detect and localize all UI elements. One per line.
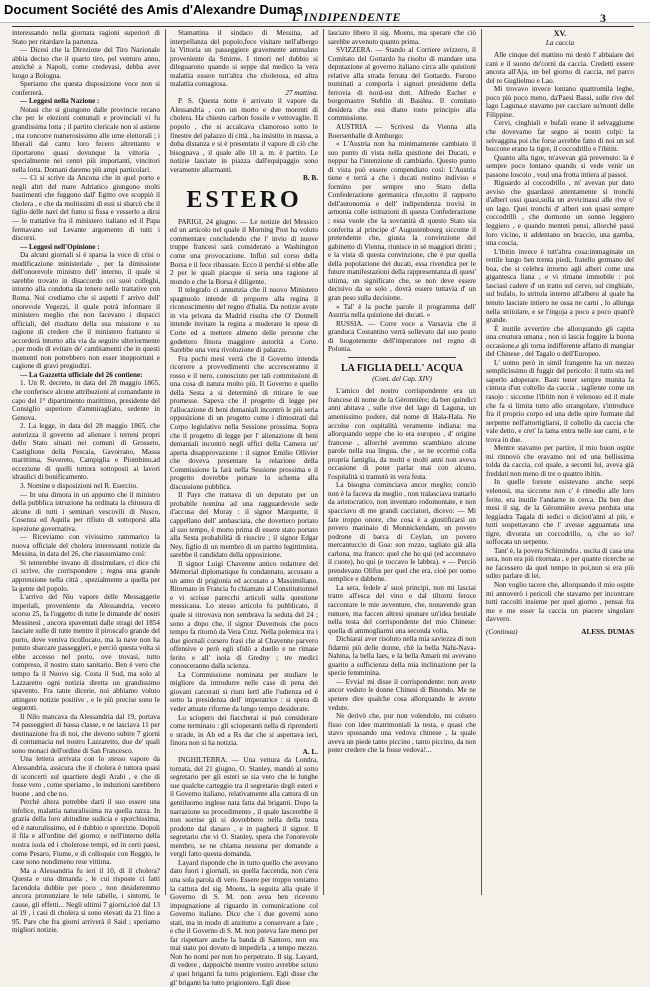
paragraph: — In una dimora in un appunto che il ministro della pubblica istruzione ha ordinata la chiusura di alcune di tutti i seminari vescovili di Nusco, Cosenza ed Aquila per rifiuto di sottoporsi alla ispezione governativa. (12, 490, 160, 533)
paragraph: RUSSIA. — Corre voce a Varsavia che il granduca Costantino verrà sollevato dal suo posto di luogotenente dell'imperatore nel regno di Polonia. (328, 319, 476, 354)
paragraph: La sera, fedele a' suoi principi, non mi lasciai tratre all'esca del vino e dal tiltorni feroce raccontare le mie avventure, che, nonavendo gran rumore, ma faccen altresi spunare un'idea bestiale nella testa del corrispondente del mio Chinese: quella di ammogliarmi una seconda volta. (328, 583, 476, 635)
paragraph: Dichiarai aver risoluto nella mia saviezza di non fidarmi più delle donne, chè la bella Nahi-Nava-Nahina, la bella Iaes, e la bella Amarù mi avevano guarito a sufficienza della mia inclinazione per la specie femminina. (328, 635, 476, 678)
paragraph: PARIGI, 24 giugno. — Le notizie del Messico ed un articolo nel quale il Morning Post ha voluto commentare concludendo che l' invio di nuove truppe francesi sarà considerato a Washington come una provocazione. Influì sul corso della Borsa e il fece ribassare. Ecco il perchè si ebbe alle 2 per le quali piacque sì seria una ragione al mondo e che la Borsa è diligente. (170, 217, 318, 286)
paragraph: — Dicesi che la Direzione del Tiro Nazionale abbia deciso che il quarto tiro, pel venturo anno, anziché a Napoli, come credevasi, debba aver luogo a Bologna. (12, 46, 160, 80)
paragraph: 3. Nomine e disposizioni nel R. Esercito. (20, 481, 138, 490)
paragraph: La Commissione nominata per studiare le migliore da introdurre nelle case di pena dei giovani carcerati si riunì lertl alle l'udienza ed è sotto la presidenza dell' imperatrice : si spera di veder attuate riforme da lungo tempo desiderate. (170, 670, 318, 714)
column-divider (323, 29, 324, 895)
paragraph: — Riceviamo con vivissimo rammarico la nuova officiale del cholera interessanti notizie da Messina, in data del 26, che riassumiamo così: (12, 533, 160, 559)
paragraph: La bisogna cominciava ancor meglio; conciò non è la faceva da meglio , non tralasciava trattarlo da aristocratico, non inventato rodomontate, e non spacciavo di me grandi cacciatori, dicevo: — Mi fate troppo onore, che cosa è a giustificarsi un povero marinaio di Monnickendam, un povero podrone di barca di Ceylan, un povero mercantuccio di Goa: son rozzo, tagliato già alla carlona, ma franco: quel che ho qui (ed accennavo il cuore), ho qui (e toccavo le labbra). » — Perciò prendevano Olifus per quel che era, cioè per uomo semplice e dabbene. (328, 481, 476, 584)
feuilleton-subtitle: (Cont. del Cap. XIV) (372, 374, 432, 383)
paragraph: È inutile avvertire che allorquando gli capita una creatura umana , non si lascia foggire la buona occasione,e gli torna indifferente affatto di mangiar del Chinese , del Tagalo o dell'Europeo. (486, 324, 634, 359)
column-2 (170, 29, 318, 987)
paragraph: Tant' è, la povera Schimindra , uscita di casa una sera, non era più ritornata , e per quante ricerche se ne facessero da quel tempo in poi,non si era più udito parlare di lei. (486, 546, 634, 581)
paragraph: Perchè altera potrebbe darti il suo essere una infelice, malattia naturalissima tra quella razza. In grazia della loro abitudine sudicia e sporchissima, ed è naturalissimo, ed è dubbio e sporcizie. Dopoli il fila e all'ordine del giorno; e nell'interno della nostra isola ed i cholerose tempi, ed in certi paesi, come Pesaro, Fiume, e di colloquio con Reggio, le case sono nondimeno rese vittima. (12, 798, 160, 867)
paragraph: Speriamo che questa disposizione voce non si conferrerà. (12, 80, 160, 97)
paragraph: Ma a Alessandria fu ieri il 10, di il cholera? Questa e una dimanda , le cui risposte ci fatti facendola dubbie per poco , non desideremmo ancora pronunziare le tele tabelle, i sintomi, le cause, gli effetti... Negli ultimi 7 giorni,cioè dal 13 al 19 , i casi di cholera si sono elevati da 21 fino a 95. Pare che fra giorni arriverà il Said ; speriamo migliori notizie. (12, 866, 160, 935)
section-rule (348, 357, 456, 358)
paragraph: Fra pochi mesi verrà che il Governo intenda ricorrere a provvedimenti che accresceranno il rosso e il nero, conosciuto per tali commissioni di una cosa di natura molto più. Il Governo e quello della Sesta a si determinò di ritirare le sue promesse. Sapeva che il progetto di legge per l'allocazione di beni demaniali incontrò le più seria opposizione di un progetto come i dimostrati dal Corpo legislativo nella Sessione prossima. Sopra che il progetto di legge per l' alienazione di beni demaniali incontrò negli uffici della Camera un' aperta disapprovazione : il signor Emilio Ollivier che doveva presentare la relazione della Commissione la farà nella Sessione prossima e il progetto dovrebbe portare lo schema alla discussione pubblica. (170, 354, 318, 491)
paragraph: SVIZZERA. — Stando al Corriere svizzero, il Comitato del Gottardo ha risolto di mandare una deputazione al governo italiano circa alle quistioni relative alla strada ferrata del Gottardo. Furono nominati a comporla i signori presidente della ferrovia di nord-est dott. Alfredo Escher e borgomastro Stehlin di Basilea. Il comitato desidera che essi diano tosto principio alla commissione. (328, 46, 476, 123)
newspaper-masthead: L'INDIPENDENTE (292, 10, 402, 24)
paragraph: L' uomo però in simil frangente ha un mezzo semplicissimo di fuggir del pericolo: il tutto sta nel saperlo adoperare. Basti tener sempre munita la cintura d'un coltello da caccia , tagliente come un rasojo : siccome l'ibitin non è velenoso ed il male che fa si limita tutto allo strangolare, s'introduce fra il proprio corpo ed una delle spire formate dal serpente nell'attortigliarsi, il coltello da caccia che vale detto, e cret' la lama entra nelle sue carni, e le trova in due. (486, 358, 634, 444)
paragraph: Si tenterebbe invano di dissimulare, ci dice chi ci scrive, che corrispondere ; regna una grande apprensione nella città , spezialmente a quella per la gente del popolo. (12, 558, 160, 593)
paragraph: L'ibitin invece è tutt'altra cosa:immaginate un rettile lungo ben trenta piedi, fratello germano del boa, che si celebra intorno agli alberi come una gigantesca liana , e vi rimane immobile : poi lasciasi cadere d' un tratto sul cervo, sul cinghiale, sul bufalo, lo stritola interno all'albero al quale ha tenuto lasciate intiero ne ossa ne carni , lo allunga nella stritolare, e se l'ingoja a poco a poco quant'è grande. (486, 247, 634, 325)
paragraph: Alle cinque del mattino mi destò l' abbaiare dei cani e il suono de'corni da caccia. Credetti essere ancora all'Aja, un bel giorno di caccia, nel parco del re Guglielmo e Lao. (486, 51, 634, 85)
author-initials: A. L. (302, 747, 318, 756)
paragraph: Il signor Luigi Chavenne antico redattore del Mémorial diplomatique fu condannato, accusato a un anno di prigionia ed accusato a Massimiliano. Ritornato in Francia fu chiamato al Constitutionnel e vi scrisse parecchi articoli sulla questione messicana. Lo stesso articolo fu pubblicato, il quale si ritrovava non sembrava la seduta del 24 ; sono a dopo che, il signor Duvernois che poco tempo fa ritornò da Vera Cruz. Nella polemica tra i due giornali corsero frasi che al Chavenne parvero offensive e però egli sfidò a duello e ne rimase ferito e all' isola di Gredny ; tre medici conosceranno dalla scienza. (170, 559, 318, 671)
chapter-title: La caccia (545, 38, 575, 47)
news-label: — La Gazzetta ufficiale del 26 contiene: (20, 370, 143, 379)
news-label: — Leggesi nell'Opinione : (20, 242, 100, 251)
paragraph: Ne derivò che, pur non volendolo, mi colsero fisso con idee matrimoniali la testa, e quasi che stavo spossando una vedova chinese , la quale aveva un piede tanto piccino , tanto piccino, da non poter credere che la fosse vedova!... (328, 712, 476, 755)
paragraph: Il Nilo mancava da Alessandria dal 19, portava 74 passeggieri di bassa classe, e ne lasciava 11 per destinazione fra di noi, che devono subire 7 giorni di contumacia nel nostro Lazzaretto, due de' quali sono monaci dell'ordine di San Francesco. (12, 712, 160, 755)
column-1 (12, 29, 160, 935)
column-3 (328, 29, 476, 895)
paragraph: — Ci si scrive da Ancona che in quel porto e negli altri del mare Adriatico giungono molti bastimenti che fuggono dall' Egitto ove scoppiò il cholera , e che da moltissimi di essi si sbarcò che il tiglio delle navi del fumo si fissa e vesserlo a dirsi — le trattative fra il ministero italiano ed il Papa fermavano sul Levante argomento di tutti i discorsi. (12, 174, 160, 243)
paragraph: Cervi, cinghiali e bufali erano il selvaggiume che dovevamo far segno ai nostri colpi: la selvaggina poi che forse avrebbe fatto di noi un sol boccone erano la tigre, il coccodrillo e l'ibitin. (486, 119, 634, 154)
page-number: 3 (600, 11, 606, 25)
document-title: Document Société des Amis d'Alexandre Dumas (4, 2, 303, 17)
paragraph: Mentre stavamo per partire, il mio buon ospite mi rinnovò che eravamo noi ed una bellissima tolda da caccia, col quale, a seconti lui, aveva già freddati non meno di tre o quattro ibitin. (486, 444, 634, 478)
paragraph: Notasi che si giungono dalle provincie recano che per le elezioni comunali e provinciali vi fu grandissima lotta ; il partito clericale non si astiene , ma concorre numerosissimo alle urne elettorali ; i liberali dal canto loro fecero altrettanto e riportarono quasi dovunque la vittoria , specialmente nei centri più importanti, vincitori nella lotta. Domani daremo più ampi particolari. (12, 105, 160, 174)
paragraph: « Tal' è la poche parole il programma dell' Austria nella quistione dei ducati. » (328, 302, 476, 320)
column-divider (165, 29, 166, 895)
paragraph: Non voglio tacere che, allorquando il mio ospite mi annoverò i pericoli che stavamo per incontrare tutti raccolti insieme per quel giorno , pensai fra me e me esser la caccia un piacere singolare davvero. (486, 581, 634, 624)
paragraph: Riguardo al coccodrillo , m' avevan pur dato avviso che guardassi attentamente sì tronchi d'alberi ossi quasi,sulla un avvicinassi alle rive o' un lago. Quei tronchi d' alberi son quasi sempre coccodrilli , che dormono un sonno leggiero leggiero , e quando menteti pensi, allorchè passi loro vicino, ti addentano un braccio, una gamba, una coscia, (486, 179, 634, 248)
column-4 (486, 29, 634, 895)
column-divider (481, 29, 482, 895)
section-heading-estero: ESTERO (186, 186, 302, 213)
paragraph: Da alcuni giornali si è sparsa la voce di crisi o modificazione ministeriale , per la dimissione dell'onorevole ministro dell' interno, il quale si sarebbe trovato in disaccordo coi suoi colleghi, intorno alla condotta da tenere nelle trattative con Roma. Noi crediamo che si aspetti l' arrivo dell' onorevole Vegezzi, il quale potrà informare il ministero meglio che non facevano i dispacci ufficiali, del risultato della sua missione e su ragione di credere che il ministero frattanto si accorderà intorno alla via da seguire ulteriormente , per modo di evitare de' cambiamenti che in questi momenti non potrebbero non esser inopportuni e cagione di gravi pregiudizi. (12, 251, 160, 371)
paragraph: AUSTRIA — Scrivesi da Vienna alla Boersenhalle di Amburgo: (328, 123, 476, 140)
paragraph: Layard risponde che in tutto quello che avevano dato fuori i giornali, su quella faccenda, non c'era una sola parola di vero. Essere per troppo veniamo la cattura del sig. Moens, la seguita alla quale il Governo di S. M. non avea ben ricevuto impugnazione al riguardo in comunicazione col Governo italiano. Dice che i due governi sono stati, ma in modo di anzitutto a conservare a fare , e che il Governo di S. M. non poteva fare meno per far rispettare anche la banda di Santoro, non era mai stato poi dovuto di impedirla , a tempo mezzo. Non ho nomi per non ho perpetrato. Il sig. Layard, di vedere , dappoichè mentre vostro avrebbe sciuto a' quei briganti fa tutto prigioniero. Egli disse che gl' briganti ha tutto prigioniero. Egli disse (170, 858, 318, 987)
news-label: — Leggesi nella Nazione : (20, 97, 100, 106)
paragraph: 2. La legge, in data del 28 maggio 1865, che autorizza il governo ad alienare i terreni propri dello Stato situati nei comuni di Grosseto, Castiglione della Pescaia, Gavorrano, Massa marittima, Suvereto, Campiglia e Piombino,ad eccezione di quelli tuttora sottoposti ai lavori idraulici di bonificamento. (12, 422, 160, 482)
author-signature: ALESS. DUMAS (581, 627, 634, 636)
author-initials: B. B. (303, 174, 318, 183)
paragraph: Il Pays che trattava di un deputato per un probabile nomina ad una ragguardevole sede d'accusa del Moray : il signor Marquette, il cappellano dell' ambasciata, che dovettero portato al suo tempo, è morto prima di essere stato portato alla Sesta probabilità di riuscire ; il signor Edgar Ney, figlio di un membro di un partito legittimista, sarebbe il candidato della opposizione. (170, 491, 318, 560)
paragraph: « L'Austria non ha minimamente cambiato il suo punto di vista nella quistione dei Ducati, e neppur ha l'intenzione di cambiarlo. Questo punto di vista può essere compendiato così: L'Austria tiene e terrà a che i ducati restino indiviso e formino per sempre uno Stato della Confederazione germanica che,sotto il rapporto dell'autonomia e dell' indipendenza trovisi in armonia colle istituzioni di questa Confederazione ; essa vuole che la sovranità di questo Stato sia conferita al principe d' Augustenbourg siccome il pretendente che, giusta la convinzione del gabinetto di Vienna, riunisce in sè maggiori diritti ; e la vista di questa convinzione, che è pur quella della popolazione dei ducati, essa rivendica per le future manifestazioni della rappresentanza di quest' ultima, un significato che, se non deve essere decisivo da se solo , dovrà essere tuttavia d' un gran peso sulla decisione. (328, 140, 476, 302)
paragraph: lasciato libero il sig. Moens, ma sperare che ciò sarebbe avvenuto quanto prima. (328, 29, 476, 46)
paragraph: INGHILTERRA. — Una vettura da Londra, tornata, del 21 giugno, O. Stanley, mandò al sotto segretario per gli esteri se sia vero che le lunghe sue qualche carteggio tra il segretario degli esteri e il Governo italiano, relativamente alla cattura di un gentiluomo inglese nata fatta dai briganti. Dopo la narrazione su procedimento , il quale lascerebbe il non sorrise gli si dovrebbero nella della testa prodotte dal danaro , e in pagherà il signor. Il segretario che vi O. Stanley, spera che l'onorevole membro, se ne chiama nessuna per domande a vergli fatto questa domanda. (170, 756, 318, 859)
header-rule (12, 26, 634, 27)
paragraph: interessando nella giornata ragioni superiori di Stato per ritardare la partenza. (12, 29, 160, 46)
paragraph: P. S. Questa notte è arrivato il vapore da Alessandria , con un morto e due morenti di cholera. Ha chiesto carbon fossile e vettovaglie. Il popolo , che si accalcava clamoroso sotto le finestre del palazzo di città , ha insistito in massa, a doba distanza e si è presentato il vapore di ciò che bisognava , il quale alle 10 a. m. è partito. Le notizie lasciate in piazza dall'equipaggio sono veramente allarmanti. (170, 97, 318, 174)
signature-line (486, 628, 634, 637)
feuilleton-title: LA FIGLIA DELL' ACQUA (341, 362, 463, 374)
paragraph: Mi trovavo invece lontano quattromila leghe, poco più poco meno, da'Paesi Bassi, sulle rive del lago Laguna,e stavamo per cacciare su'monti delle Filippine. (486, 85, 634, 119)
paragraph: 1. Un R. decreto, in data del 28 maggio 1865, che conferisce alcune attribuzioni al comandante in capo del 1° dipartimento marittimo, presidente del Consiglio superiore d'ammiragliato, sedente in Genova. (12, 379, 160, 422)
paragraph: Stamattina il sindaco di Messina, ad interpellanza del popolo,fece visitare nell'albergo la Vittoria un passeggiere gravemente ammalato proveniente da Smirne. I timori nel dubbio si dileguarono quando si seppe dal medico la vera malattia essere tutt'altra che cholerosa, ed altra malattia contagiosa. (170, 29, 318, 89)
dateline: 27 mattina. (285, 88, 318, 97)
paragraph: — Evvia! mi disse il corrispondente: non avete ancor veduto le donne Chinesi di Binondo. Me ne spetere dire qualche cosa allorquando le avrete vedute. (328, 677, 476, 712)
paragraph: Il telegrafo ci annunzia che il nuovo Ministero spagnuolo intende di proporre alla regina il riconoscimento del regno d'Italia. Da notizie avute in via privata da Madrid risulta che O' Donnell intende invitare la regina a moderare le spese di Corte ed a mettere almeno delle persone che godettero finora maggiore autorità a Corte. Sarebbe una vera rivoluzione di palazzo. (170, 286, 318, 355)
paragraph: L'amico del nostro corrispondente era un francese di nome de la Gèronnière; da ben quindici anni abitava , sulle rive del lago di Laguna, un amenissimo podere, dal nome di Hala-Hala. Ne accolse con ospitalità veramente indiana: ma allorquando seppe che io era europeo , d' origine francese , allorchè avemmo scambiato alcune parole nella sua lingua, che , se ne eccettui colla propria famiglia, da molti e molti anni non aveva occasione di poter parlar mai con alcuno, l'ospitalità si tramutò in vera festa. (328, 387, 476, 481)
paragraph: Lo sciopero dei fiaccherai si può considerare come terminato : gli scioperanti nella di riprenderti e strade, in Ah ed a Rs dar che si aspettava ieri, finora non si ha notizia. (170, 713, 318, 748)
continua-note: (Continua) (486, 627, 518, 636)
chapter-number: XV. (553, 29, 567, 38)
paragraph: L'arrivo del Niu vapore delle Messaggerie imperiali, proveniente da Alessandria, vecero scorso 25, fa l'oggetto di tutte le dimande de' nostri Messinesi , ancora spaventati dalle stragi del 1854 lasciate sulle di tutte mentre il piroscafo grande del porto, dove veniva ricollocato, ma la nave non ha potuto sbarcare passeggieri, e perciò questa volta si ebbe accesso nel porto, ove trovasi, tutto compreso, il nostro stato sanitario. Ben è vero che tempo fa il Nuovo sig. Costa il Sud, ma solo al Lazzaretto ogni notizia diretta un grandissimo spavento. Fra tante dicerie, noi abbiamo voluto attingere notizie positive , e le più precise sono le seguenti. (12, 593, 160, 713)
paragraph: Una lettera arrivata con lo stesso vapore da Alessandria, assicura che il cholera è tuttora quasi di sconcerti sul quartiere degli Arabi , e che di fosse vero , come speriamo , le induzioni sarebbero buone , and che no. (12, 755, 160, 798)
paragraph: In quelle foreste esistevano anche serpi velenosi, ma siccome non c' è rimedio alle loro ferite, era inutile l'andarne in cerca. Da ben due mesi il sig. de la Gèronnière aveva perduta una leggiadra Tagala di sedici o dicioti'anni al più, e tutti sospettavano che l' avesse agguantata una tigre, divorata un coccodrillo, o, che so io? soffocata un serpente. (486, 478, 634, 547)
paragraph: Quanto alla tigre, m'avevan già prevenuto: la è sempre poco lontano quando si vede venir un passone loscoio , voul una frotta intiera al passoi. (486, 153, 634, 179)
